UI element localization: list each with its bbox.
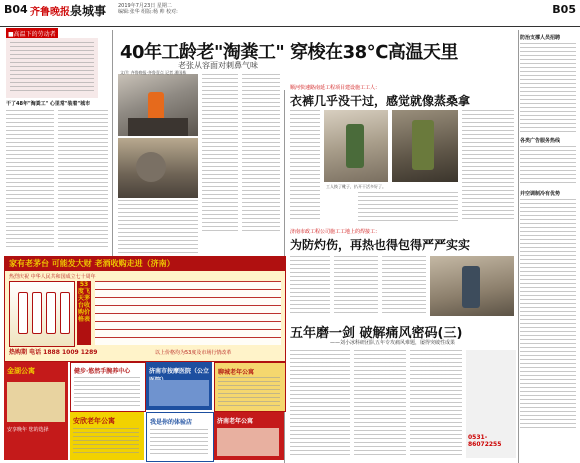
- ad-title: 济南市按摩医院（公立: [149, 368, 210, 375]
- date-line: 2019年7月23日 星期二: [118, 3, 172, 9]
- ad-title: 聊城老年公寓: [218, 369, 255, 376]
- ad-block-6: [146, 412, 214, 462]
- right-column: [520, 30, 578, 463]
- quote-heading: 干了48年"淘粪工" 心里常"装着"城市: [6, 101, 91, 107]
- welder-figure: [462, 266, 480, 308]
- story4-subhead: ——刘小冰科研团队五年专攻痛风难题，屡得突破性成果: [330, 340, 456, 346]
- moutai-ad: [4, 256, 286, 362]
- story3-text-col-1: [290, 256, 330, 314]
- ad-block-2: [70, 362, 146, 412]
- editors-line: 编辑:张华 组版:杨 帅 校对:: [118, 9, 178, 15]
- main-subhead: 老张从容面对刺鼻气味: [178, 61, 258, 70]
- lead-text: [10, 42, 94, 94]
- story3-kicker: 济南市政工程公司施工工地上的焊接工：: [290, 229, 381, 235]
- ad-block-1: [4, 362, 68, 460]
- story2-text-col-4: [358, 192, 458, 222]
- moutai-ad-title: 家有老茅台 可能发大财 老酒收购走进（济南）: [9, 259, 175, 268]
- masthead: [0, 0, 580, 27]
- right-col-heading-3: 并空调制冷有优势: [520, 191, 561, 197]
- lead-box: [6, 38, 98, 98]
- column-rule: [112, 30, 113, 260]
- moutai-price-table: [95, 281, 281, 345]
- moutai-hotline: 热购期 电话 1888 1009 1289: [9, 349, 98, 356]
- story2-headline: 衣裤几乎没干过，感觉就像蒸桑拿: [290, 94, 471, 108]
- story2-kicker: 顺河快速路南延工程项目建设施工工人：: [290, 85, 381, 91]
- story3-photo: [430, 256, 514, 316]
- ad-block-4: [214, 362, 286, 412]
- ad-title: 健步·悠然手腕养中心: [74, 368, 131, 375]
- ad-photo: [7, 382, 65, 422]
- story4-text-col-1: [290, 350, 350, 458]
- worker-figure: [346, 124, 364, 168]
- ad-subtitle: 安享晚年 您的选择: [7, 427, 49, 433]
- story3-text-col-3: [382, 256, 426, 314]
- moutai-bottles-image: [9, 281, 75, 347]
- story3-text-col-2: [334, 256, 378, 314]
- bottle-icon: [32, 292, 42, 334]
- right-col-heading-2: 各类广告服务热线: [520, 138, 561, 144]
- main-photo: [118, 74, 198, 136]
- story2-text-col-3: [462, 110, 514, 222]
- right-col-heading-1: 防治支撑人员招聘: [520, 35, 561, 41]
- paper-name: 齐鲁晚报: [30, 7, 70, 18]
- main-photo-2: [118, 138, 198, 198]
- moutai-ad-header: [5, 257, 285, 271]
- main-text-col-1: [202, 74, 238, 234]
- ad-title: 金湖公寓: [7, 367, 35, 375]
- main-text-col-3: [118, 200, 198, 256]
- ad-title: 济南老年公寓: [217, 418, 254, 425]
- ad-text: [73, 428, 139, 456]
- right-col-text-3: [520, 199, 576, 429]
- manhole-shape: [136, 152, 166, 182]
- story2-photo-1: [324, 110, 388, 182]
- story4-sidebar: [466, 350, 516, 458]
- moutai-ad-banner: 热烈庆祝 中华人民共和国成立七十周年: [9, 274, 96, 280]
- page-number-left: B04: [4, 3, 28, 16]
- bottle-icon: [60, 292, 70, 334]
- ad-photo: [149, 380, 209, 406]
- story3-headline: 为防灼伤，再热也得包得严严实实: [290, 238, 471, 252]
- story4-text-col-2: [354, 350, 406, 458]
- main-headline: 40年工龄老"淘粪工" 穿梭在38℃高温天里: [120, 42, 458, 63]
- section-title: 泉城事: [70, 4, 107, 18]
- story4-headline: 五年磨一剑 破解痛风密码(三): [290, 326, 463, 341]
- ad-title: 我是你的体验店: [150, 419, 193, 426]
- story2-text-col-1: [290, 110, 320, 222]
- moutai-price-label: 53度飞天茅台收购价格表: [77, 281, 91, 345]
- topic-tag: ■高温下的劳动者: [6, 28, 58, 39]
- ad-photo: [217, 428, 279, 456]
- column-rule: [518, 30, 519, 463]
- right-col-text-1: [520, 43, 576, 133]
- ad-block-3: [146, 362, 212, 410]
- main-text-col-2: [242, 74, 280, 234]
- ad-text: [74, 377, 140, 407]
- health-hotline: 0531-86072255: [468, 434, 502, 448]
- ad-text: [218, 377, 280, 407]
- worker-figure: [412, 120, 434, 170]
- bottle-icon: [18, 292, 28, 334]
- moutai-footer: 以上价格均为53度及市场行情改革: [155, 350, 232, 356]
- left-text-col-1: [6, 110, 54, 250]
- byline: 文/片 齐鲁晚报·齐鲁壹点 记者 潘国栋: [120, 70, 187, 75]
- masthead-meta: [118, 3, 248, 15]
- ad-title: 安欣老年公寓: [73, 417, 115, 425]
- story2-photo-2: [392, 110, 458, 182]
- right-col-text-2: [520, 146, 576, 186]
- ad-text: [150, 429, 208, 457]
- road-surface: [128, 118, 188, 136]
- bottle-icon: [46, 292, 56, 334]
- photo-caption: 工人换了靴子，扒开干活多好了。: [326, 184, 386, 189]
- story4-text-col-3: [410, 350, 462, 458]
- page-number-right: B05: [552, 3, 576, 16]
- ad-block-5: [70, 412, 144, 460]
- left-text-col-2: [58, 110, 108, 250]
- ad-block-7: [214, 412, 284, 460]
